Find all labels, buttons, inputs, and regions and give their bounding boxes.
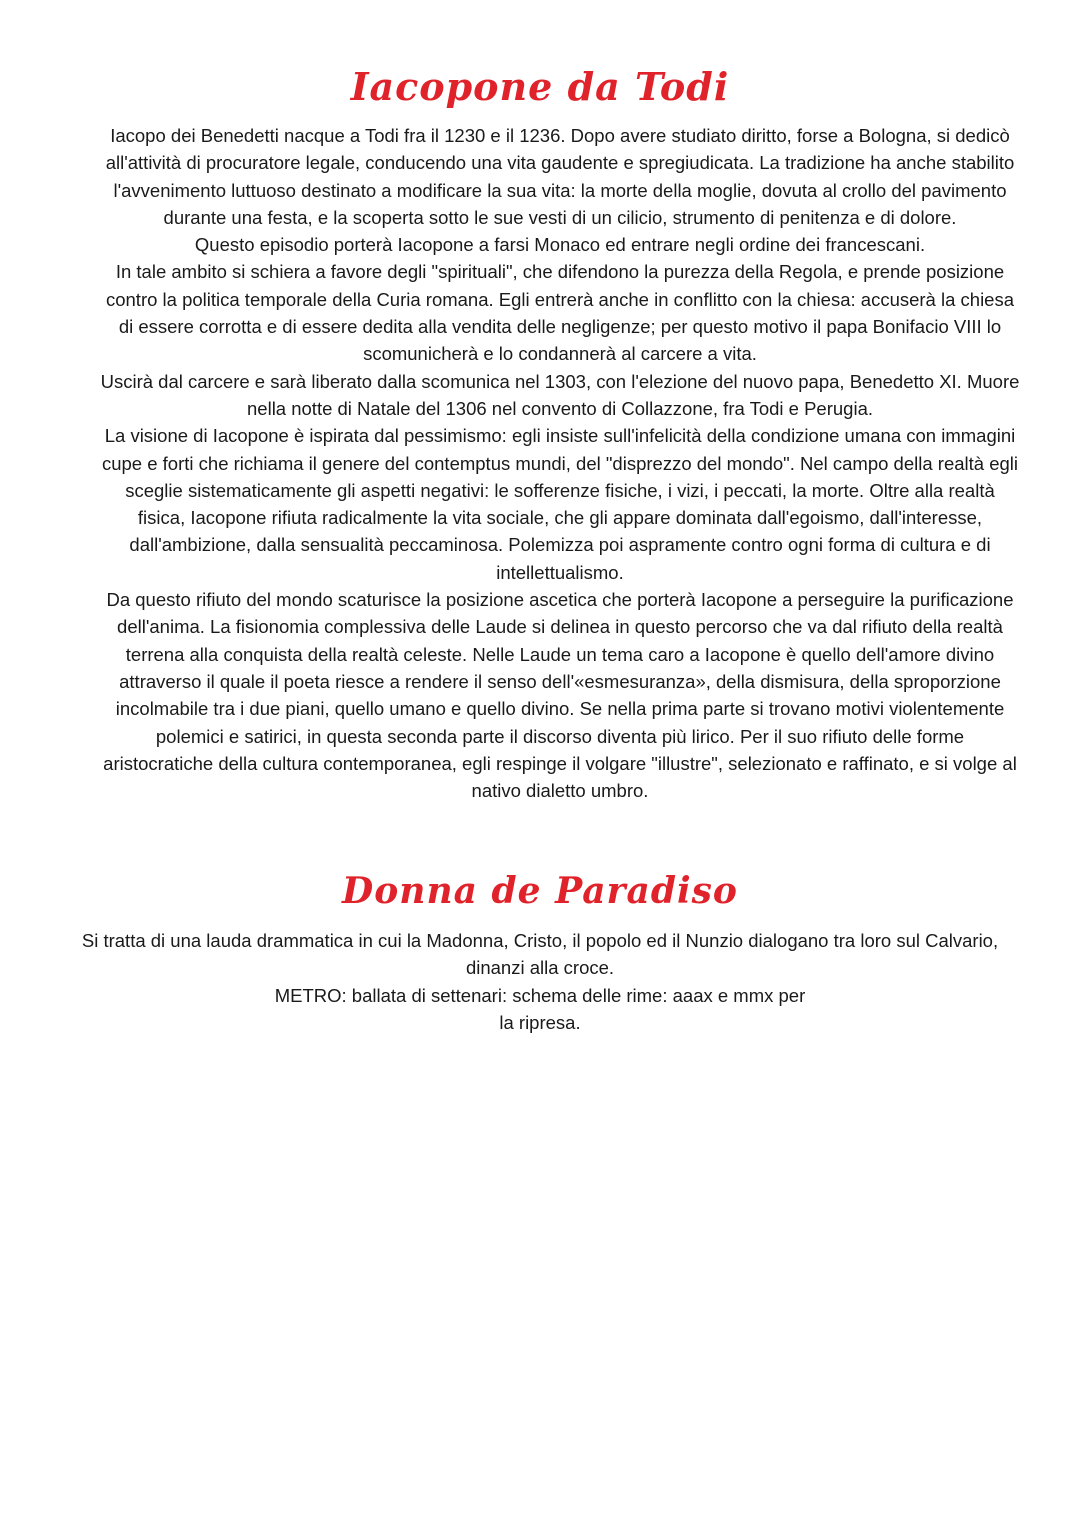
metro-line: METRO: ballata di settenari: schema delle rime: aaax e mmx per <box>274 984 806 1006</box>
section-title-iacopone: Iacopone da Todi <box>350 64 730 109</box>
paragraph: Da questo rifiuto del mondo scaturisce la posizione ascetica che porterà Iacopone a perseguire la purificazione dell'anima. La fisionomia complessiva delle Laude si delinea in questo percorso che va dal rifiuto della realtà terrena alla conquista della realtà celeste. Nelle Laude un tema caro a Iacopone è quello dell'amore divino attraverso il quale il poeta riesce a rendere il senso dell'«esmesuranza», della dismisura, della sproporzione incolmabile tra i due piani, quello umano e quello divino. Se nella prima parte si trovano motivi violentemente polemici e satirici, in questa seconda parte il discorso diventa più lirico. Per il suo rifiuto delle forme aristocratiche della cultura contemporanea, egli respinge il volgare "illustre", selezionato e raffinato, e si volge al nativo dialetto umbro. <box>103 589 1017 802</box>
lauda-description <box>80 927 1000 1036</box>
paragraph: La visione di Iacopone è ispirata dal pessimismo: egli insiste sull'infelicità della condizione umana con immagini cupe e forti che richiama il genere del contemptus mundi, del "disprezzo del mondo". Nel campo della realtà egli sceglie sistematicamente gli aspetti negativi: le sofferenze fisiche, i vizi, i peccati, la morte. Oltre alla realtà fisica, Iacopone rifiuta radicalmente la vita sociale, che gli appare dominata dall'egoismo, dall'interesse, dall'ambizione, dalla sensualità peccaminosa. Polemizza poi aspramente contro ogni forma di cultura e di intellettualismo. <box>101 425 1018 583</box>
metro-line: la ripresa. <box>499 1011 581 1033</box>
paragraph: Questo episodio porterà Iacopone a farsi Monaco ed entrare negli ordine dei francescani. <box>194 234 926 256</box>
section-title-donna-de-paradiso: Donna de Paradiso <box>342 870 738 912</box>
paragraph: In tale ambito si schiera a favore degli "spirituali", che difendono la purezza della Regola, e prende posizione contro la politica temporale della Curia romana. Egli entrerà anche in conflitto con la chiesa: accuserà la chiesa di essere corrotta e di essere dedita alla vendita delle negligenze; per questo motivo il papa Bonifacio VIII lo scomunicherà e lo condannerà al carcere a vita. <box>105 261 1015 365</box>
paragraph: Uscirà dal carcere e sarà liberato dalla scomunica nel 1303, con l'elezione del nuovo papa, Benedetto XI. Muore nella notte di Natale del 1306 nel convento di Collazzone, fra Todi e Perugia. <box>100 370 1020 419</box>
biography-text <box>100 122 1020 804</box>
paragraph: Iacopo dei Benedetti nacque a Todi fra il 1230 e il 1236. Dopo avere studiato diritto, forse a Bologna, si dedicò all'attività di procuratore legale, conducendo una vita gaudente e spregiudicata. La tradizione ha anche stabilito l'avvenimento luttuoso destinato a modificare la sua vita: la morte della moglie, dovuta al crollo del pavimento durante una festa, e la scoperta sotto le sue vesti di un cilicio, strumento di penitenza e di dolore. <box>105 125 1015 228</box>
paragraph: Si tratta di una lauda drammatica in cui la Madonna, Cristo, il popolo ed il Nunzio dialogano tra loro sul Calvario, dinanzi alla croce. <box>81 930 999 979</box>
